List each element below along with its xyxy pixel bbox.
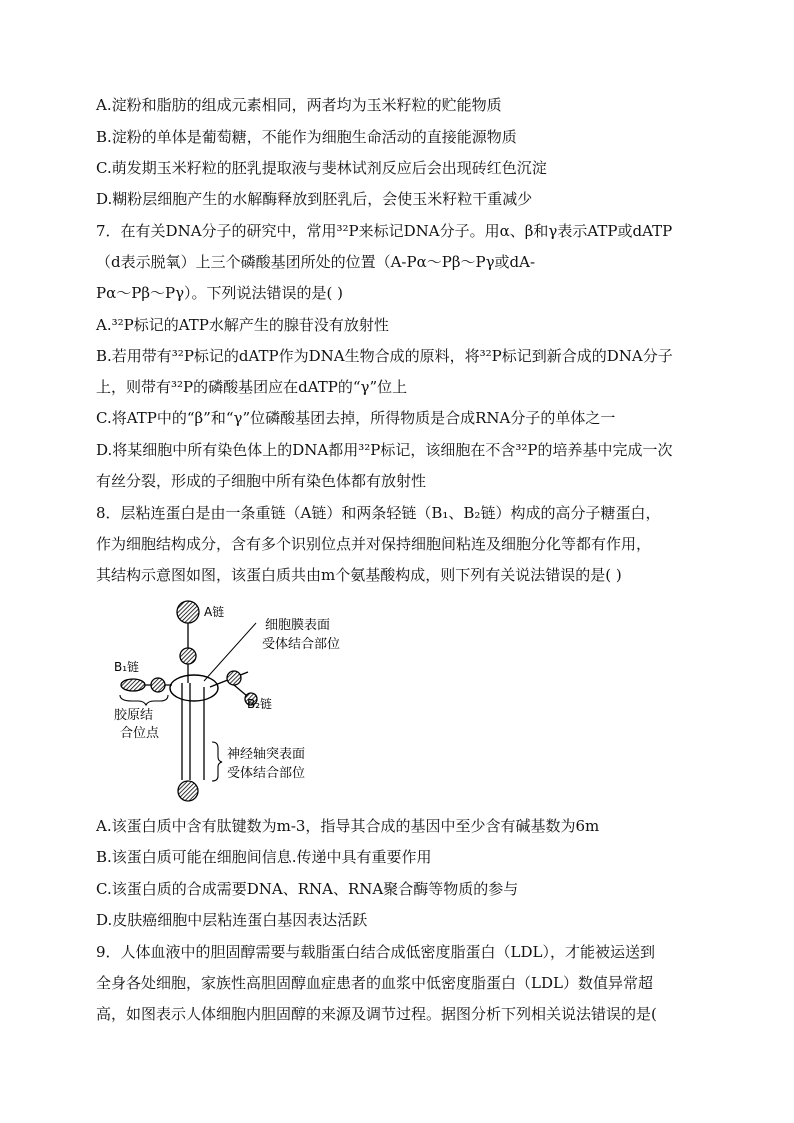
q8-option-a: A.该蛋白质中含有肽键数为m-3，指导其合成的基因中至少含有碱基数为6m: [96, 817, 600, 835]
q6-option-a: A.淀粉和脂肪的组成元素相同，两者均为玉米籽粒的贮能物质: [96, 96, 502, 114]
q7-stem-line-3: Pα～Pβ～Pγ）。下列说法错误的是( ): [96, 284, 344, 302]
q6-option-c: C.萌发期玉米籽粒的胚乳提取液与斐林试剂反应后会出现砖红色沉淀: [96, 159, 547, 177]
q9-stem-line-2: 全身各处细胞，家族性高胆固醇血症患者的血浆中低密度脂蛋白（LDL）数值异常超: [96, 974, 653, 992]
collagen-label-2: 合位点: [120, 726, 160, 741]
q9-stem-line-1: 9．人体血液中的胆固醇需要与载脂蛋白结合成低密度脂蛋白（LDL），才能被运送到: [96, 943, 655, 961]
q8-stem-line-1: 8．层粘连蛋白是由一条重链（A链）和两条轻链（B₁、B₂链）构成的高分子糖蛋白，: [96, 504, 661, 522]
q7-option-a: A.³²P标记的ATP水解产生的腺苷没有放射性: [96, 316, 389, 334]
b1-chain-domain: [151, 678, 165, 692]
bottom-domain: [178, 781, 198, 801]
axon-brace: [212, 742, 222, 781]
central-binding-ellipse: [170, 675, 218, 701]
collagen-label-1: 胶原结: [114, 708, 154, 723]
collagen-brace: [120, 695, 168, 705]
b1-chain-label: B₁链: [114, 660, 140, 674]
q8-stem-line-2: 作为细胞结构成分，含有多个识别位点并对保持细胞间粘连及细胞分化等都有作用，: [96, 535, 652, 553]
q7-stem-line-1: 7．在有关DNA分子的研究中，常用³²P来标记DNA分子。用α、β和γ表示ATP或dATP: [96, 222, 673, 240]
q7-option-c: C.将ATP中的“β”和“γ”位磷酸基团去掉，所得物质是合成RNA分子的单体之一: [96, 409, 616, 427]
q8-option-d: D.皮肤癌细胞中层粘连蛋白基因表达活跃: [96, 911, 368, 929]
a-chain-domain-middle: [180, 648, 196, 664]
membrane-label-2: 受体结合部位: [262, 637, 341, 652]
q7-option-d-line-2: 有丝分裂，形成的子细胞中所有染色体都有放射性: [96, 472, 427, 490]
q8-option-b: B.该蛋白质可能在细胞间信息.传递中具有重要作用: [96, 848, 432, 866]
a-chain-label: A链: [204, 605, 225, 619]
laminin-structure-figure: [110, 595, 360, 805]
axon-label-2: 受体结合部位: [227, 766, 306, 781]
q9-stem-line-3: 高，如图表示人体细胞内胆固醇的来源及调节过程。据图分析下列相关说法错误的是(: [96, 1005, 657, 1023]
axon-label-1: 神经轴突表面: [227, 747, 306, 762]
a-chain-domain-top: [177, 601, 199, 623]
q8-option-c: C.该蛋白质的合成需要DNA、RNA、RNA聚合酶等物质的参与: [96, 880, 519, 898]
q6-option-d: D.糊粉层细胞产生的水解酶释放到胚乳后，会使玉米籽粒干重减少: [96, 190, 533, 208]
membrane-label-1: 细胞膜表面: [265, 618, 331, 633]
q7-stem-line-2: （d表示脱氧）上三个磷酸基团所处的位置（A-Pα～Pβ～Pγ或dA-: [96, 253, 536, 271]
q7-option-b-line-2: 上，则带有³²P的磷酸基团应在dATP的“γ”位上: [96, 378, 408, 396]
b1-chain-domain-end: [121, 679, 145, 691]
b2-branch-line: [234, 685, 247, 696]
q6-option-b: B.淀粉的单体是葡萄糖，不能作为细胞生命活动的直接能源物质: [96, 128, 517, 146]
q8-stem-line-3: 其结构示意图如图，该蛋白质共由m个氨基酸构成，则下列有关说法错误的是( ): [96, 566, 622, 584]
b2-chain-domain: [227, 671, 241, 685]
q7-option-b-line-1: B.若用带有³²P标记的dATP作为DNA生物合成的原料，将³²P标记到新合成的DNA分子: [96, 347, 673, 365]
b2-chain-label: B₂链: [247, 697, 273, 711]
q7-option-d-line-1: D.将某细胞中所有染色体上的DNA都用³²P标记，该细胞在不含³²P的培养基中完成一次: [96, 441, 673, 459]
